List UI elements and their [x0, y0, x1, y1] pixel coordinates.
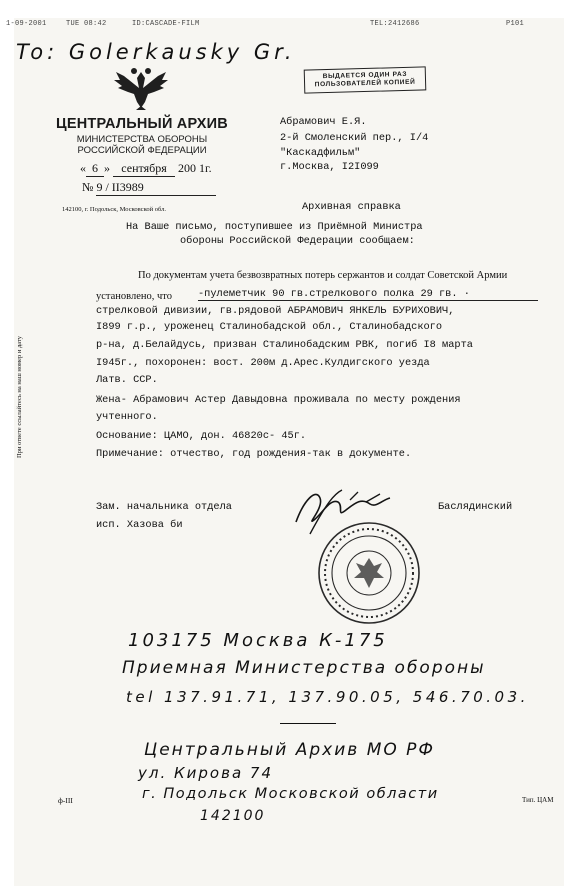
- double-headed-eagle-emblem: [112, 66, 170, 119]
- reference-side-note: При ответе ссылайтесь на наш номер и дату: [16, 335, 23, 458]
- recipient-city: г.Москва, I2I099: [280, 161, 379, 173]
- signatory-title: Зам. начальника отдела: [96, 501, 232, 513]
- body-line-9: Примечание: отчество, год рождения-так в документе.: [96, 448, 412, 460]
- recipient-name: Абрамович Е.Я.: [280, 116, 367, 128]
- recipient-company: "Каскадфильм": [280, 147, 361, 159]
- handwritten-reception-line: Приемная Министерства обороны: [122, 658, 486, 678]
- recipient-street: 2-й Смоленский пер., I/4: [280, 132, 429, 144]
- archive-name: ЦЕНТРАЛЬНЫЙ АРХИВ: [56, 116, 228, 132]
- date-open-quote: «: [80, 161, 86, 175]
- fax-telephone: TEL:2412686: [370, 20, 420, 28]
- intro-line-1: На Ваше письмо, поступившее из Приёмной Министра: [126, 221, 423, 233]
- handwritten-index-line: 142100: [200, 808, 266, 824]
- ministry-line-1: МИНИСТЕРСТВА ОБОРОНЫ: [76, 134, 208, 145]
- intro-line-2: обороны Российской Федерации сообщаем:: [180, 235, 415, 247]
- body-line-7: учтенного.: [96, 411, 158, 423]
- signer-name: Баслядинский: [438, 501, 513, 513]
- date-close-quote: »: [104, 161, 110, 175]
- form-number: ф-III: [58, 796, 73, 805]
- letter-date: [80, 161, 212, 177]
- number-value: 9 / II3989: [96, 180, 216, 196]
- handwritten-phones-line: tel 137.91.71, 137.90.05, 546.70.03.: [126, 688, 529, 706]
- date-year: 200 1г.: [178, 161, 212, 175]
- body-printed-line-1: По документам учета безвозвратных потерь сержантов и солдат Советской Армии: [138, 270, 508, 281]
- body-line-3: р-на, д.Белайдусь, призван Сталинобадским РВК, погиб I8 марта: [96, 339, 473, 351]
- fax-page-number: P101: [506, 20, 525, 28]
- official-round-seal: [314, 518, 424, 633]
- body-line-5: Латв. ССР.: [96, 374, 158, 386]
- fax-sender-id: ID:CASCADE-FILM: [132, 20, 200, 28]
- date-day: 6: [86, 161, 104, 177]
- fax-date: 1-09-2001: [6, 20, 47, 28]
- handwritten-divider: [280, 723, 336, 724]
- print-shop-mark: Тип. ЦАМ: [522, 796, 554, 804]
- ministry-line-2: РОССИЙСКОЙ ФЕДЕРАЦИИ: [77, 145, 207, 156]
- body-line-8: Основание: ЦАМО, дон. 46820с- 45г.: [96, 430, 307, 442]
- sender-address: 142100, г. Подольск, Московской обл.: [62, 206, 167, 213]
- fax-time: TUE 08:42: [66, 20, 107, 28]
- fax-page: [6, 18, 564, 886]
- body-printed-line-2: установлено, что: [96, 291, 172, 302]
- number-sign: №: [82, 180, 94, 194]
- body-line-1: стрелковой дивизии, гв.рядовой АБРАМОВИЧ ЯНКЕЛЬ БУРИХОВИЧ,: [96, 305, 455, 317]
- body-line-4: I945г., похоронен: вост. 200м д.Арес.Кулдигского уезда: [96, 357, 430, 369]
- stamp-line-2: ПОЛЬЗОВАТЕЛЕЙ КОПИЕЙ: [314, 78, 416, 89]
- body-line-2: I899 г.р., уроженец Сталинобадской обл., Сталинобадского: [96, 321, 443, 333]
- handwritten-city-line: г. Подольск Московской области: [142, 786, 439, 802]
- letter-number: [82, 180, 216, 196]
- handwritten-to-line: To: Golerkausky Gr.: [16, 40, 296, 64]
- executor-line: исп. Хазова би: [96, 519, 183, 531]
- handwritten-archive-line: Центральный Архив МО РФ: [144, 740, 436, 760]
- stamp-line-1: ВЫДАЕТСЯ ОДИН РАЗ: [322, 70, 408, 81]
- body-line-6: Жена- Абрамович Астер Давыдовна проживала по месту рождения: [96, 394, 461, 406]
- body-typed-line-2: -пулеметчик 90 гв.стрелкового полка 29 гв. ·: [198, 288, 538, 301]
- date-month: сентября: [113, 161, 175, 177]
- handwritten-street-line: ул. Кирова 74: [138, 764, 273, 782]
- issued-once-stamp: [304, 66, 427, 93]
- handwritten-postal-line: 103175 Москва К-175: [128, 630, 388, 651]
- document-title: Архивная справка: [302, 201, 401, 213]
